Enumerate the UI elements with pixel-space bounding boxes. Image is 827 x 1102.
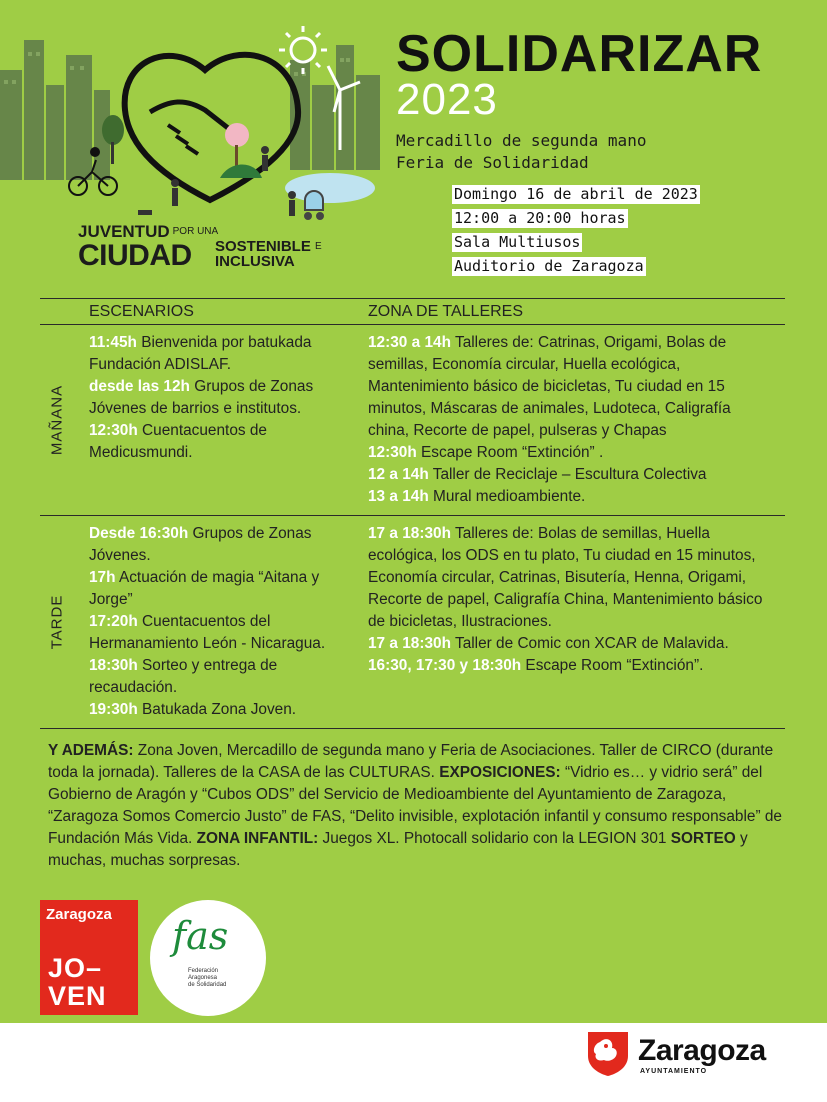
event-subtitle — [396, 130, 646, 174]
handshake-heart-icon — [125, 55, 298, 200]
row-label-manana: MAÑANA — [48, 384, 66, 456]
schedule-entry: Desde 16:30h Grupos de Zonas Jóvenes. — [89, 525, 312, 564]
schedule-entry: 12:30 a 14h Talleres de: Catrinas, Origami, Bolas de semillas, Economía circular, Huella ecológica, Mantenimiento básico de bicicletas, Tu ciudad en 15 minutos, Máscaras de animales, Ludoteca, Caligrafía china, Recorte de papel, pulseras y Chapas — [368, 334, 731, 439]
schedule-entry: desde las 12h Grupos de Zonas Jóvenes de barrios e institutos. — [89, 378, 314, 417]
schedule-entry: 12 a 14h Taller de Reciclaje – Escultura Colectiva — [368, 466, 707, 483]
subtitle-line: Mercadillo de segunda mano — [396, 131, 647, 150]
motto-line-1: JUVENTUD POR UNA — [78, 222, 219, 241]
coat-of-arms-icon — [586, 1030, 630, 1076]
manana-talleres — [368, 332, 764, 508]
schedule-entry: 16:30, 17:30 y 18:30h Escape Room “Extinción”. — [368, 657, 704, 674]
ayuntamiento-logo: Zaragoza AYUNTAMIENTO — [586, 1030, 786, 1080]
event-location: Auditorio de Zaragoza — [454, 257, 644, 275]
tree-icon — [102, 115, 249, 167]
schedule-entry: 11:45h Bienvenida por batukada Fundación ADISLAF. — [89, 334, 312, 373]
hills-icon — [220, 165, 262, 179]
event-venue: Sala Multiusos — [454, 233, 581, 251]
divider — [40, 298, 785, 299]
tarde-talleres — [368, 523, 768, 677]
row-label-tarde: TARDE — [48, 594, 66, 650]
schedule-entry: 18:30h Sorteo y entrega de recaudación. — [89, 657, 278, 696]
column-header-talleres: ZONA DE TALLERES — [368, 303, 524, 320]
event-date: Domingo 16 de abril de 2023 — [454, 185, 698, 203]
city-handshake-illustration — [0, 0, 380, 230]
page-title: SOLIDARIZAR — [396, 25, 763, 83]
schedule-entry: 17h Actuación de magia “Aitana y Jorge” — [89, 569, 320, 608]
motto-line-2: CIUDAD — [78, 239, 192, 272]
schedule-entry: 17 a 18:30h Taller de Comic con XCAR de Malavida. — [368, 635, 729, 652]
motto-line-3: SOSTENIBLE E INCLUSIVA — [215, 238, 322, 270]
schedule-entry: 17 a 18:30h Talleres de: Bolas de semillas, Huella ecológica, los ODS en tu plato, Tu ciudad en 15 minutos, Economía circular, Catrinas, Bisutería, Henna, Origami, Recorte de papel, Caligrafía China, Mantenimiento básico de bicicletas, Ilustraciones. — [368, 525, 763, 630]
page-year: 2023 — [396, 75, 498, 124]
divider — [40, 515, 785, 516]
event-info — [452, 183, 700, 279]
tarde-escenarios — [89, 523, 351, 721]
zaragoza-joven-logo: Zaragoza JO– VEN — [40, 900, 138, 1015]
event-hours: 12:00 a 20:00 horas — [454, 209, 626, 227]
fas-logo: fas Federación Aragonesa de Solidaridad — [150, 900, 266, 1016]
divider — [40, 324, 785, 325]
subtitle-line: Feria de Solidaridad — [396, 153, 589, 172]
pond-icon — [285, 173, 375, 203]
schedule-entry: 17:20h Cuentacuentos del Hermanamiento León - Nicaragua. — [89, 613, 326, 652]
column-header-escenarios: ESCENARIOS — [89, 303, 194, 320]
additional-info: Y ADEMÁS: Zona Joven, Mercadillo de segunda mano y Feria de Asociaciones. Taller de CIRCO (durante toda la jornada). Talleres de la CASA de las CULTURAS. EXPOSICIONES: “Vidrio es… y vidrio será” del Gobierno de Aragón y “Cubos ODS” del Servicio de Medioambiente del Ayuntamiento de Zaragoza, “Zaragoza Somos Comercio Justo” de FAS, “Delito invisible, explotación infantil y consumo responsable” de Fundación Más Vida. ZONA INFANTIL: Juegos XL. Photocall solidario con la LEGION 301 SORTEO y muchas, muchas sorpresas. — [48, 742, 782, 869]
stroller-icon — [305, 191, 323, 219]
schedule-entry: 12:30h Cuentacuentos de Medicusmundi. — [89, 422, 267, 461]
schedule-entry: 19:30h Batukada Zona Joven. — [89, 701, 297, 718]
schedule-entry: 13 a 14h Mural medioambiente. — [368, 488, 586, 505]
divider — [40, 728, 785, 729]
hero-illustration — [0, 0, 380, 285]
schedule-entry: 12:30h Escape Room “Extinción” . — [368, 444, 604, 461]
manana-escenarios — [89, 332, 351, 464]
